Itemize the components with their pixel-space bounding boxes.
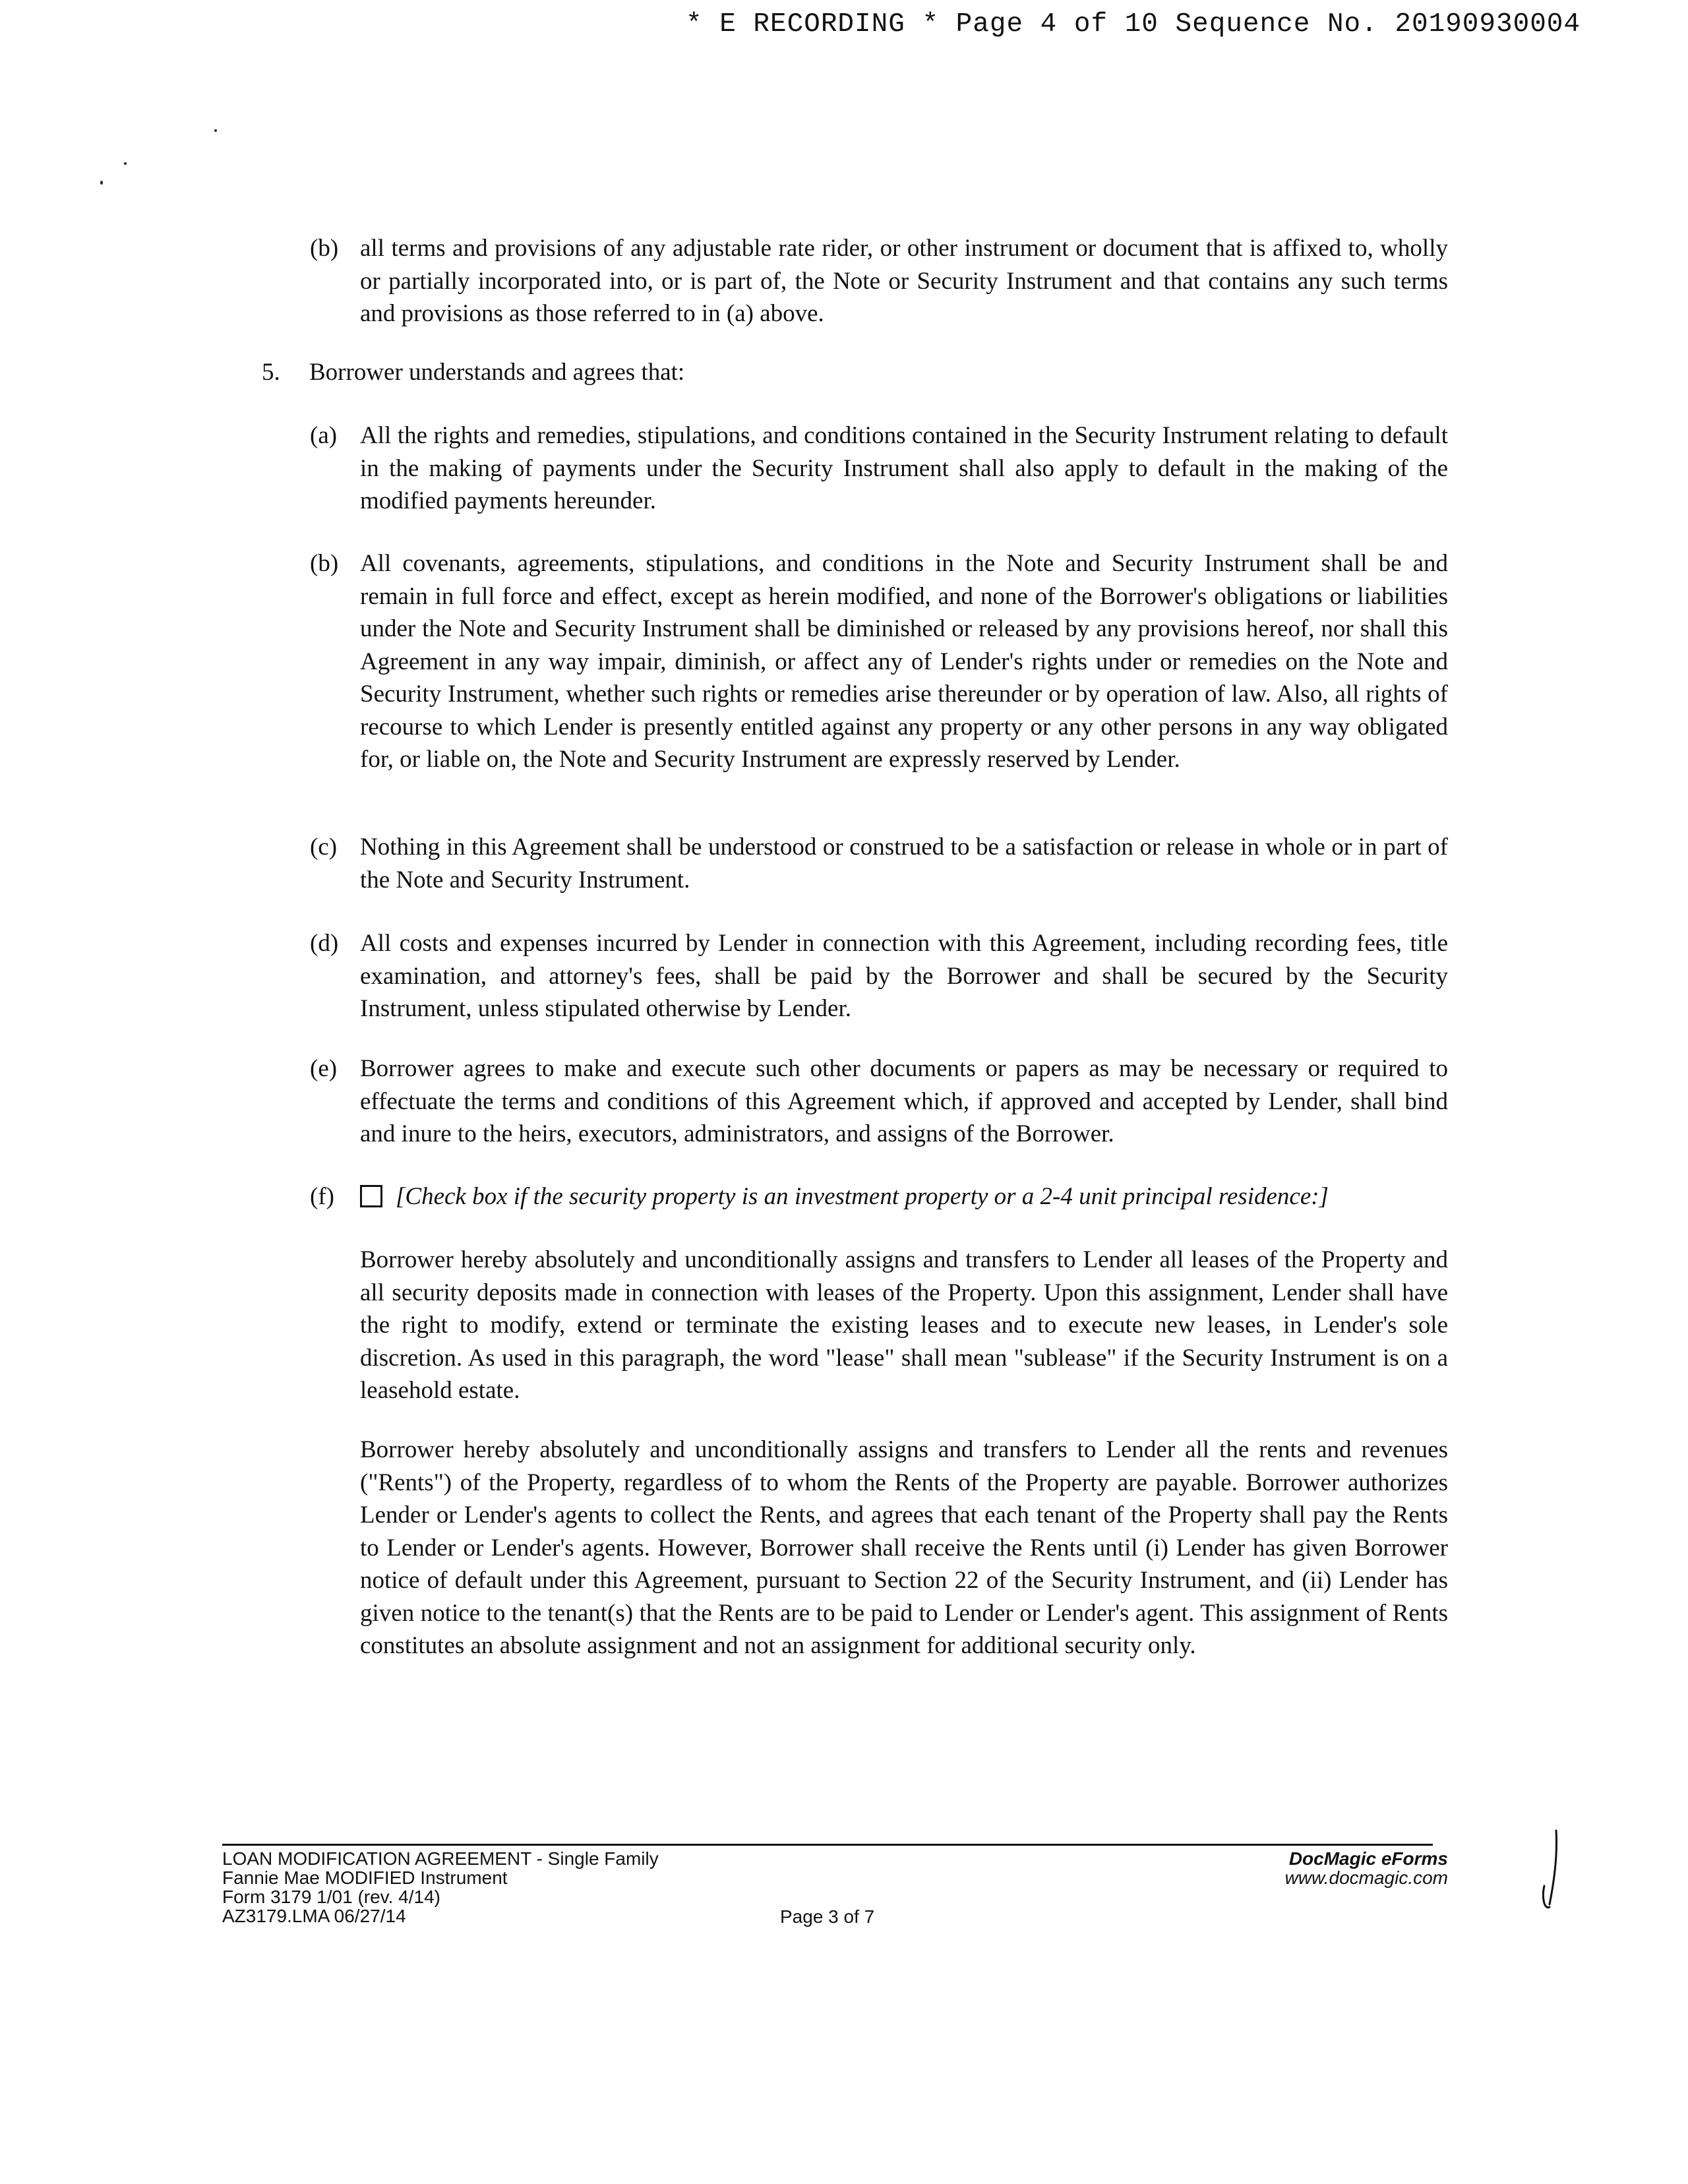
form-subtitle: Fannie Mae MODIFIED Instrument — [222, 1867, 508, 1888]
item-label: (f) — [310, 1183, 334, 1210]
vendor-logo: DocMagic eForms — [1288, 1848, 1448, 1869]
item-label: (b) — [310, 550, 339, 577]
vendor-url[interactable]: www.docmagic.com — [1284, 1867, 1448, 1888]
initials-mark — [1530, 1825, 1569, 1918]
investment-property-checkbox[interactable] — [360, 1185, 382, 1207]
item-text: All costs and expenses incurred by Lender in connection with this Agreement, including recording fees, title examination, and attorney's fees, shall be paid by the Borrower and shall be secured by the Security Instrument, unless stipulated otherwise by Lender. — [360, 930, 1448, 1022]
recording-stamp: * E RECORDING * Page 4 of 10 Sequence No. 20190930004 — [686, 9, 1581, 40]
item-text: Borrower agrees to make and execute such other documents or papers as may be necessary or required to effectuate the terms and conditions of this Agreement which, if approved and accepted by Lender, shall bind and inure to the heirs, executors, administrators, and assigns of the Borrower. — [360, 1055, 1448, 1147]
footer-divider — [222, 1844, 1433, 1846]
section-intro: Borrower understands and agrees that: — [309, 359, 685, 386]
form-title: LOAN MODIFICATION AGREEMENT - Single Family — [222, 1848, 659, 1869]
item-label: (c) — [310, 834, 338, 861]
item-text: All covenants, agreements, stipulations, and conditions in the Note and Security Instrument shall be and remain in full force and effect, except as herein modified, and none of the Borrower's obligations or liabilities under the Note and Security Instrument shall be diminished or released by any provisions hereof, nor shall this Agreement in any way impair, diminish, or affect any of Lender's rights under or remedies on the Note and Security Instrument, whether such rights or remedies arise thereunder or by operation of law. Also, all rights of recourse to which Lender is presently entitled against any property or any other persons in any way obligated for, or liable on, the Note and Security Instrument are expressly reserved by Lender. — [360, 550, 1448, 773]
item-text: All the rights and remedies, stipulations, and conditions contained in the Security Instrument relating to default in the making of payments under the Security Instrument shall also apply to default in the making of the modified payments hereunder. — [360, 422, 1448, 514]
vendor-block — [1258, 1849, 1448, 1887]
item-label: (a) — [310, 422, 338, 449]
form-code: AZ3179.LMA 06/27/14 — [222, 1906, 406, 1926]
form-identification — [222, 1849, 659, 1926]
item-label: (e) — [310, 1055, 338, 1082]
item-text: Nothing in this Agreement shall be understood or construed to be a satisfaction or release in whole or in part of the Note and Security Instrument. — [360, 834, 1448, 894]
page-number: Page 3 of 7 — [780, 1906, 875, 1927]
scan-speck — [124, 162, 127, 165]
leases-assignment-paragraph: Borrower hereby absolutely and unconditionally assigns and transfers to Lender all leases of the Property and all security deposits made in connection with leases of the Property. Upon this assignment, Lender shall have the right to modify, extend or terminate the existing leases and to execute new leases, in Lender's sole discretion. As used in this paragraph, the word "lease" shall mean "sublease" if the Security Instrument is on a leasehold estate. — [360, 1246, 1448, 1404]
item-text: all terms and provisions of any adjustable rate rider, or other instrument or document that is affixed to, wholly or partially incorporated into, or is part of, the Note or Security Instrument and that contains any such terms and provisions as those referred to in (a) above. — [360, 235, 1448, 327]
checkbox-row — [360, 1180, 1448, 1213]
item-label: (b) — [310, 235, 339, 262]
scan-speck — [214, 129, 217, 132]
checkbox-label: [Check box if the security property is an investment property or a 2-4 unit principal residence:] — [396, 1183, 1329, 1210]
scan-speck — [100, 181, 103, 185]
item-label: (d) — [310, 930, 339, 957]
form-number: Form 3179 1/01 (rev. 4/14) — [222, 1887, 440, 1907]
rents-assignment-paragraph: Borrower hereby absolutely and unconditionally assigns and transfers to Lender all the rents and revenues ("Rents") of the Property, regardless of to whom the Rents of the Property are payable. Borrower authorizes Lender or Lender's agents to collect the Rents, and agrees that each tenant of the Property shall pay the Rents to Lender or Lender's agents. However, Borrower shall receive the Rents until (i) Lender has given Borrower notice of default under this Agreement, pursuant to Section 22 of the Security Instrument, and (ii) Lender has given notice to the tenant(s) that the Rents are to be paid to Lender or Lender's agent. This assignment of Rents constitutes an absolute assignment and not an assignment for additional security only. — [360, 1436, 1448, 1659]
section-number: 5. — [262, 359, 280, 386]
